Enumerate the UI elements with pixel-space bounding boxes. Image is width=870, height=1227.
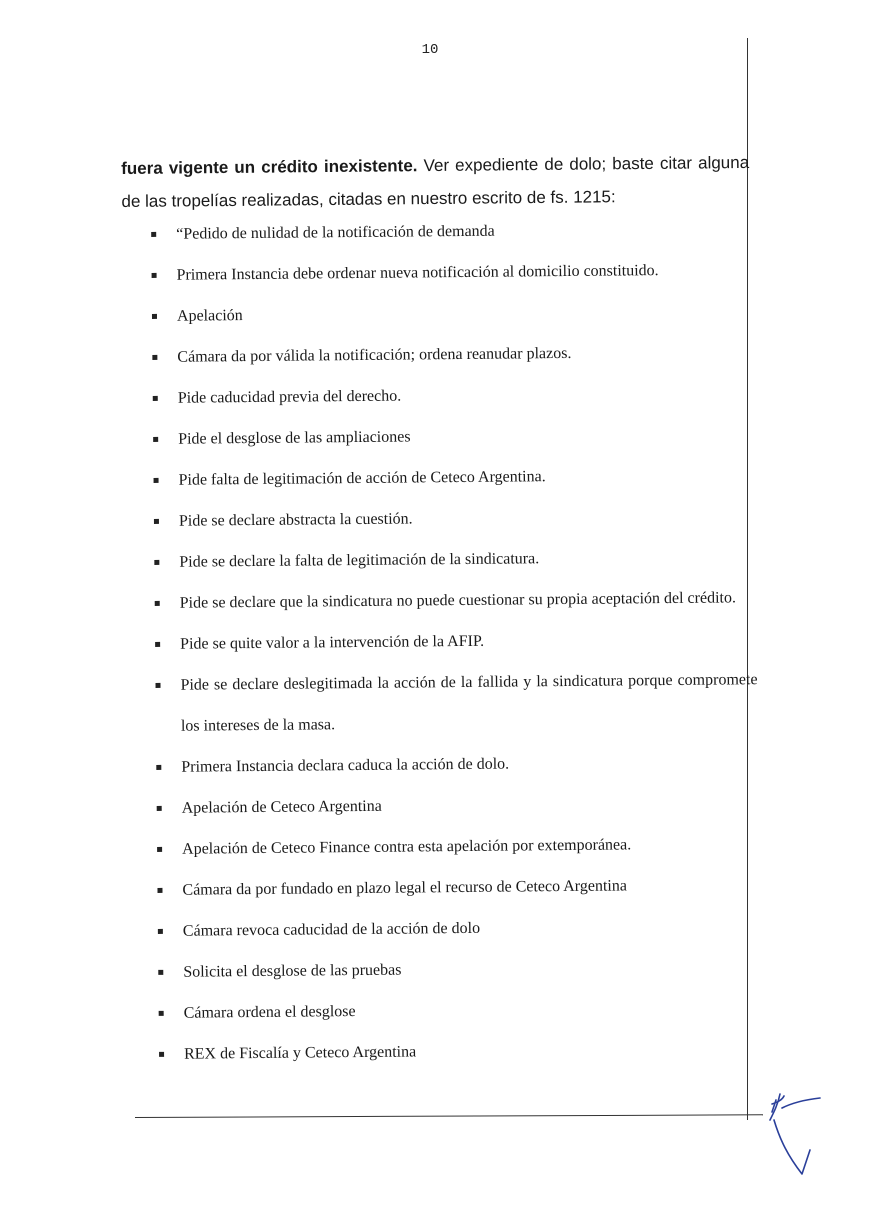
list-item bbox=[149, 331, 754, 378]
list-item-text: Cámara da por fundado en plazo legal el recurso de Ceteco Argentina bbox=[182, 877, 627, 899]
bullet-icon bbox=[153, 437, 158, 442]
page-number: 10 bbox=[421, 42, 439, 58]
list-item-text: “Pedido de nulidad de la notificación de demanda bbox=[176, 222, 495, 243]
bullet-icon bbox=[155, 642, 160, 647]
bullet-icon bbox=[154, 478, 159, 483]
bullet-icon bbox=[157, 806, 162, 811]
bullet-icon bbox=[153, 396, 158, 401]
list-item bbox=[151, 536, 756, 583]
bullet-list bbox=[148, 208, 761, 1075]
list-item-text: Pide se declare abstracta la cuestión. bbox=[178, 510, 413, 530]
bullet-icon bbox=[156, 765, 161, 770]
list-item bbox=[150, 454, 755, 501]
list-item-text: Solicita el desglose de las pruebas bbox=[183, 961, 402, 981]
list-item bbox=[150, 413, 755, 460]
list-item bbox=[148, 208, 753, 255]
list-item-text: Pide se declare que la sindicatura no puede cuestionar su propia aceptación del crédito. bbox=[179, 589, 737, 612]
list-item bbox=[156, 1028, 761, 1075]
list-item-text: Cámara revoca caducidad de la acción de dolo bbox=[182, 919, 481, 940]
list-item bbox=[154, 782, 759, 829]
list-item-text: REX de Fiscalía y Ceteco Argentina bbox=[183, 1043, 417, 1063]
list-item bbox=[148, 249, 753, 296]
list-item bbox=[152, 659, 758, 747]
list-item-text: Pide el desglose de las ampliaciones bbox=[178, 428, 411, 448]
bullet-icon bbox=[159, 1052, 164, 1057]
list-item bbox=[152, 577, 757, 624]
list-item bbox=[154, 864, 759, 911]
list-item bbox=[153, 741, 758, 788]
list-item-text: Pide falta de legitimación de acción de Ceteco Argentina. bbox=[178, 468, 546, 489]
intro-text: Ver expediente de dolo; baste citar alguna de las tropelías realizadas, citadas en nuestro escrito de fs. 1215: bbox=[121, 152, 750, 211]
list-item bbox=[149, 290, 754, 337]
list-item bbox=[150, 372, 755, 419]
list-item-text: Pide se declare deslegitimada la acción de la fallida y la sindicatura porque compromete los intereses de la masa. bbox=[180, 671, 758, 735]
handwritten-signature bbox=[768, 1090, 828, 1180]
list-item-text: Apelación bbox=[176, 307, 243, 325]
list-item bbox=[155, 946, 760, 993]
bullet-icon bbox=[158, 970, 163, 975]
list-item-text: Primera Instancia declara caduca la acción de dolo. bbox=[181, 755, 510, 776]
bullet-icon bbox=[154, 519, 159, 524]
intro-paragraph bbox=[121, 146, 750, 218]
list-item-text: Cámara da por válida la notificación; ordena reanudar plazos. bbox=[177, 344, 572, 366]
bullet-icon bbox=[157, 847, 162, 852]
bullet-icon bbox=[158, 929, 163, 934]
list-item-text: Primera Instancia debe ordenar nueva notificación al domicilio constituido. bbox=[176, 262, 659, 284]
bullet-icon bbox=[152, 355, 157, 360]
bullet-icon bbox=[152, 314, 157, 319]
list-item-text: Pide caducidad previa del derecho. bbox=[177, 387, 402, 407]
bullet-icon bbox=[152, 273, 157, 278]
list-item bbox=[155, 905, 760, 952]
list-item bbox=[151, 495, 756, 542]
intro-bold-text: fuera vigente un crédito inexistente. bbox=[121, 156, 418, 178]
list-item-text: Pide se declare la falta de legitimación de la sindicatura. bbox=[179, 550, 540, 571]
bullet-icon bbox=[151, 232, 156, 237]
bottom-border-line bbox=[135, 1114, 763, 1118]
bullet-icon bbox=[159, 1011, 164, 1016]
list-item bbox=[152, 618, 757, 665]
list-item-text: Cámara ordena el desglose bbox=[183, 1003, 356, 1022]
list-item bbox=[155, 987, 760, 1034]
list-item bbox=[154, 823, 759, 870]
bullet-icon bbox=[156, 683, 161, 688]
bullet-icon bbox=[157, 888, 162, 893]
list-item-text: Pide se quite valor a la intervención de la AFIP. bbox=[180, 632, 485, 653]
bullet-icon bbox=[154, 560, 159, 565]
list-item-text: Apelación de Ceteco Argentina bbox=[181, 797, 382, 817]
bullet-icon bbox=[155, 601, 160, 606]
list-item-text: Apelación de Ceteco Finance contra esta apelación por extemporánea. bbox=[182, 836, 632, 858]
